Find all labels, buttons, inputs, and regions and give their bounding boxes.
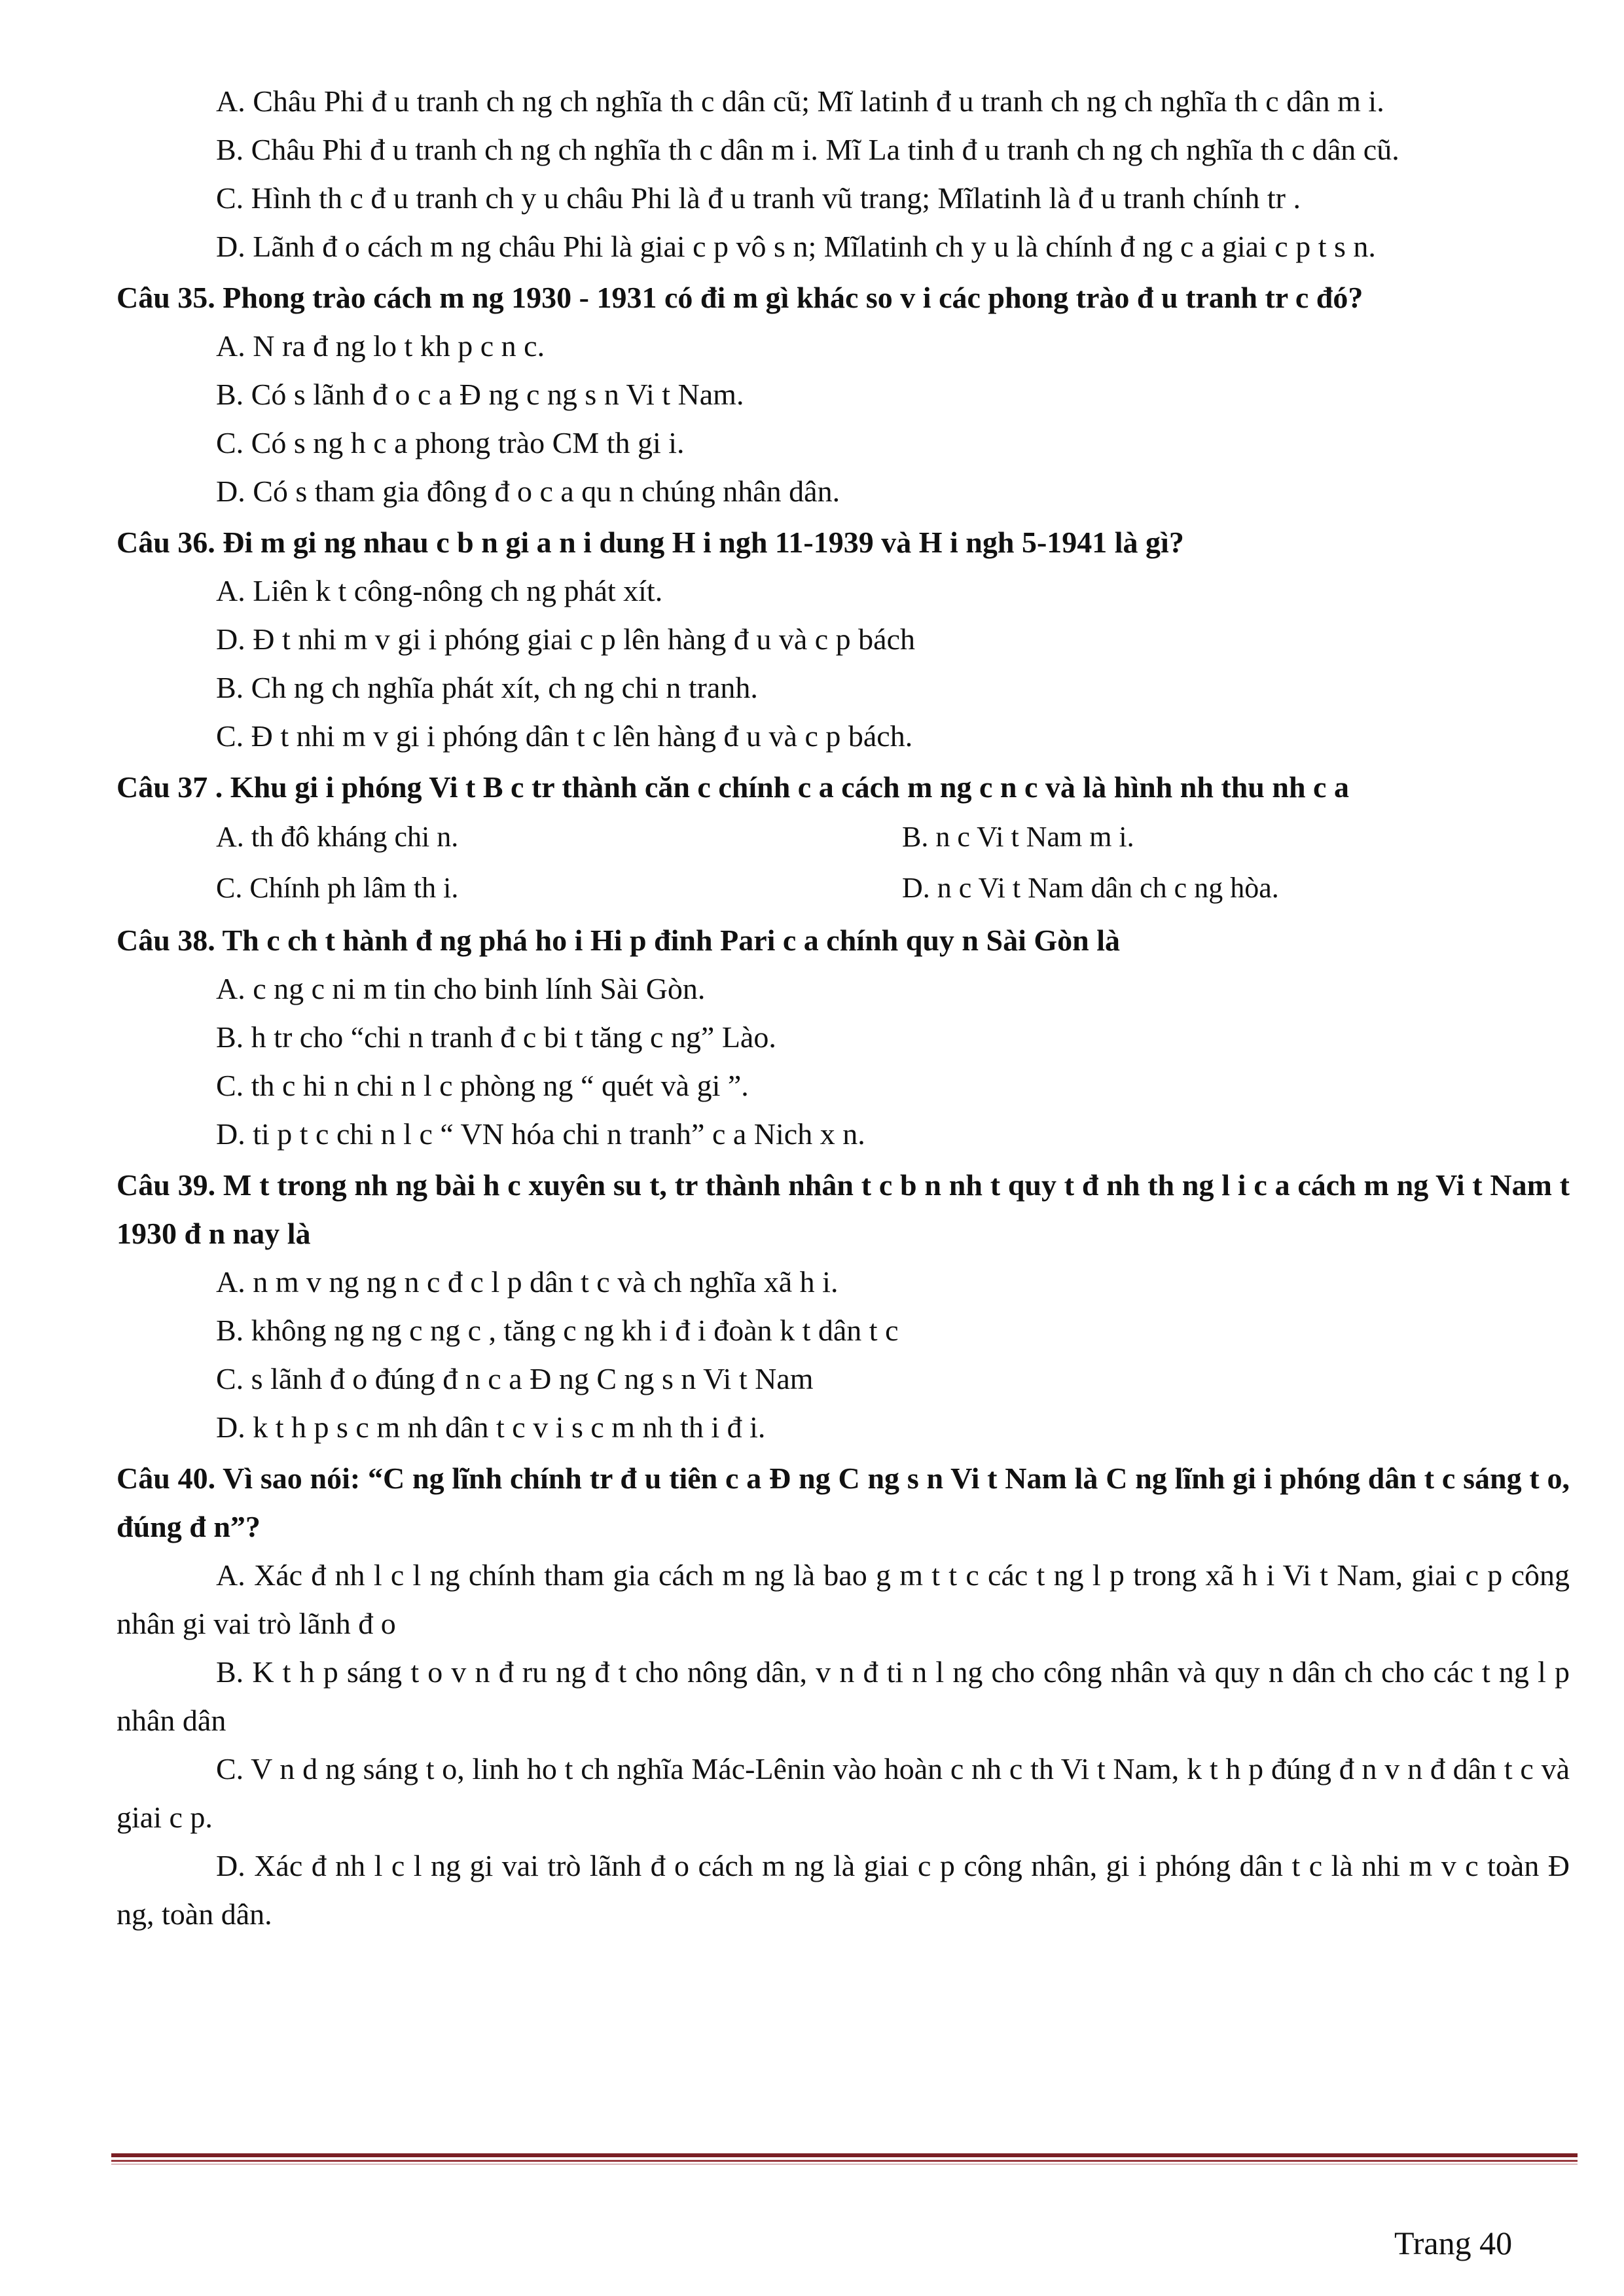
question-heading: Câu 35. Phong trào cách m ng 1930 - 1931 có đi m gì khác so v i các phong trào đ u tranh tr c đó? bbox=[117, 281, 1363, 314]
answer-option: D. Lãnh đ o cách m ng châu Phi là giai c p vô s n; Mĩlatinh ch y u là chính đ ng c a giai c p t s n. bbox=[216, 230, 1376, 263]
question-heading: Câu 40. Vì sao nói: “C ng lĩnh chính tr đ u tiên c a Đ ng C ng s n Vi t Nam là C ng lĩnh gi i phóng dân t c sáng t o, đúng đ n”? bbox=[117, 1462, 1570, 1543]
footer-divider bbox=[111, 2160, 1578, 2162]
answer-option: A. c ng c ni m tin cho binh lính Sài Gòn. bbox=[216, 972, 706, 1005]
answer-option: D. n c Vi t Nam dân ch c ng hòa. bbox=[902, 872, 1279, 904]
answer-option: A. Liên k t công-nông ch ng phát xít. bbox=[216, 574, 663, 607]
answer-option: A. Xác đ nh l c l ng chính tham gia cách m ng là bao g m t t c các t ng l p trong xã h i Vi t Nam, giai c p công nhân gi vai trò lãnh đ o bbox=[117, 1558, 1570, 1640]
answer-option: B. Có s lãnh đ o c a Đ ng c ng s n Vi t Nam. bbox=[216, 378, 744, 411]
answer-row bbox=[117, 812, 1570, 863]
answer-row bbox=[117, 863, 1570, 914]
answer-option: A. Châu Phi đ u tranh ch ng ch nghĩa th c dân cũ; Mĩ latinh đ u tranh ch ng ch nghĩa th c dân m i. bbox=[216, 84, 1384, 118]
answer-option: C. Chính ph lâm th i. bbox=[216, 872, 459, 904]
answer-option: D. ti p t c chi n l c “ VN hóa chi n tranh” c a Nich x n. bbox=[216, 1117, 865, 1151]
answer-option: B. K t h p sáng t o v n đ ru ng đ t cho nông dân, v n đ ti n l ng cho công nhân và quy n dân ch cho các t ng l p nhân dân bbox=[117, 1655, 1570, 1737]
answer-option: B. không ng ng c ng c , tăng c ng kh i đ i đoàn k t dân t c bbox=[216, 1314, 899, 1347]
answer-option: C. V n d ng sáng t o, linh ho t ch nghĩa Mác-Lênin vào hoàn c nh c th Vi t Nam, k t h p đúng đ n v n đ dân t c và giai c p. bbox=[117, 1752, 1570, 1834]
answer-option: C. th c hi n chi n l c phòng ng “ quét và gi ”. bbox=[216, 1069, 749, 1102]
question-heading: Câu 39. M t trong nh ng bài h c xuyên su t, tr thành nhân t c b n nh t quy t đ nh th ng l i c a cách m ng Vi t Nam t 1930 đ n nay là bbox=[117, 1168, 1570, 1250]
answer-option: C. s lãnh đ o đúng đ n c a Đ ng C ng s n Vi t Nam bbox=[216, 1362, 814, 1395]
question-heading: Câu 37 . Khu gi i phóng Vi t B c tr thành căn c chính c a cách m ng c n c và là hình nh thu nh c a bbox=[117, 770, 1349, 804]
answer-option: B. n c Vi t Nam m i. bbox=[902, 821, 1134, 853]
footer-divider bbox=[111, 2153, 1578, 2157]
answer-option: A. n m v ng ng n c đ c l p dân t c và ch nghĩa xã h i. bbox=[216, 1265, 839, 1299]
answer-option: B. Ch ng ch nghĩa phát xít, ch ng chi n tranh. bbox=[216, 671, 758, 704]
question-heading: Câu 36. Đi m gi ng nhau c b n gi a n i dung H i ngh 11-1939 và H i ngh 5-1941 là gì? bbox=[117, 526, 1184, 559]
page-number: Trang 40 bbox=[1394, 2225, 1513, 2261]
answer-option: C. Hình th c đ u tranh ch y u châu Phi là đ u tranh vũ trang; Mĩlatinh là đ u tranh chính tr . bbox=[216, 181, 1301, 215]
answer-option: D. Xác đ nh l c l ng gi vai trò lãnh đ o cách m ng là giai c p công nhân, gi i phóng dân t c là nhi m v c toàn Đ ng, toàn dân. bbox=[117, 1849, 1570, 1931]
answer-option: D. k t h p s c m nh dân t c v i s c m nh th i đ i. bbox=[216, 1410, 766, 1444]
answer-option: A. th đô kháng chi n. bbox=[216, 821, 459, 853]
answer-option: B. Châu Phi đ u tranh ch ng ch nghĩa th c dân m i. Mĩ La tinh đ u tranh ch ng ch nghĩa th c dân cũ. bbox=[216, 133, 1399, 166]
document-body bbox=[117, 77, 1570, 1939]
answer-option: A. N ra đ ng lo t kh p c n c. bbox=[216, 329, 545, 363]
answer-option: C. Có s ng h c a phong trào CM th gi i. bbox=[216, 426, 685, 459]
answer-option: D. Có s tham gia đông đ o c a qu n chúng nhân dân. bbox=[216, 475, 840, 508]
question-heading: Câu 38. Th c ch t hành đ ng phá ho i Hi p đinh Pari c a chính quy n Sài Gòn là bbox=[117, 924, 1121, 957]
answer-option: D. Đ t nhi m v gi i phóng giai c p lên hàng đ u và c p bách bbox=[216, 622, 916, 656]
answer-option: C. Đ t nhi m v gi i phóng dân t c lên hàng đ u và c p bách. bbox=[216, 719, 913, 753]
answer-option: B. h tr cho “chi n tranh đ c bi t tăng c ng” Lào. bbox=[216, 1020, 776, 1054]
